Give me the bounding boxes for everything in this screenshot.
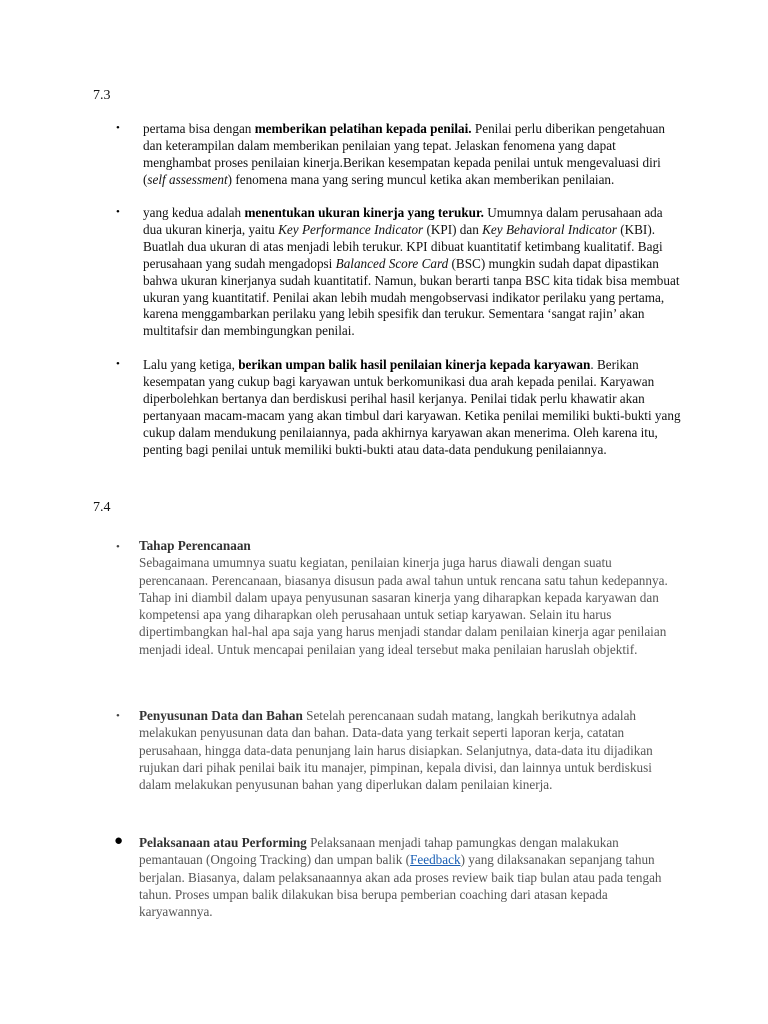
item-italic-text: Balanced Score Card [335, 255, 449, 271]
item-bold-text: menentukan ukuran kinerja yang terukur. [244, 205, 484, 220]
item-bold-text: Penyusunan Data dan Bahan [139, 708, 303, 723]
list-item-umpan-balik [143, 357, 683, 458]
item-text: . Berikan kesempatan yang cukup bagi karyawan untuk berkomunikasi dua arah kepada penilai. Karyawan diperbolehkan bertanya dan berdiskusi perihal hasil kerjanya. Penilai tidak perlu khawatir akan pertanyaan macam-macam yang akan timbul dari karyawan. Ketika penilai memiliki bukti-bukti yang cukup dalam mendukung penilaiannya, pada akhirnya karyawan akan menerima. Oleh karena itu, penting bagi penilai untuk memiliki bukti-bukti atau data-data pendukung penilaiannya. [143, 357, 681, 457]
item-bold-text: Pelaksanaan atau Performing [139, 835, 307, 850]
item-text: (KPI) dan [423, 221, 483, 237]
item-text: (BSC) mungkin sudah dapat dipastikan bahwa ukuran kinerjanya sudah kuantitatif. Namun, bukan berarti tanpa BSC kita tidak bisa membuat ukuran yang kuantitatif. Penilai akan lebih mudah mengobservasi indikator perilaku yang pertama, karena menggambarkan perilaku yang lebih spesifik dan terukur. Sementara ‘sangat rajin’ akan multitafsir dan membingungkan penilai. [143, 255, 680, 339]
item-bold-text: memberikan pelatihan kepada penilai. [254, 121, 472, 136]
item-text: Umumnya dalam perusahaan ada dua ukuran kinerja, yaitu [143, 205, 663, 237]
bullet-icon: • [116, 206, 120, 218]
item-text: yang kedua adalah [143, 205, 245, 220]
bullet-icon: • [116, 358, 120, 370]
list-item-pelaksanaan [139, 834, 669, 920]
item-text: ) fenomena mana yang sering muncul ketika akan memberikan penilaian. [227, 171, 615, 187]
list-item-tahap-perencanaan [139, 537, 669, 658]
item-text: Setelah perencanaan sudah matang, langkah berikutnya adalah melakukan penyusunan data dan bahan. Data-data yang terkait seperti laporan kerja, catatan perusahaan, hingga data-data penunjang lain harus disiapkan. Selanjutnya, data-data itu dijadikan rujukan dari pihak penilai baik itu manajer, pimpinan, kepala divisi, dan lainnya untuk berdiskusi dalam melakukan penyusunan bahan yang diperlukan dalam penilaian kinerja. [139, 708, 653, 793]
item-italic-text: Key Performance Indicator [278, 221, 424, 237]
feedback-link[interactable]: Feedback [410, 852, 461, 868]
item-text: Penilai perlu diberikan pengetahuan dan keterampilan dalam memberikan penilaian yang tepat. Jelaskan fenomena yang dapat menghambat proses penilaian kinerja.Berikan kesempatan kepada penilai untuk mengevaluasi diri ( [143, 121, 665, 187]
item-text: ) yang dilaksanakan sepanjang tahun berjalan. Biasanya, dalam pelaksanaannya akan ada proses review baik tiap bulan atau pada tengah tahun. Proses umpan balik dilakukan bisa berupa pemberian coaching dari atasan kepada karyawannya. [139, 852, 662, 920]
bullet-icon: ● [114, 833, 124, 849]
list-item-pelatihan-penilai [143, 121, 683, 189]
bullet-icon: • [116, 710, 120, 722]
bullet-icon: • [116, 122, 120, 134]
item-bold-text: Tahap Perencanaan [139, 538, 251, 553]
section-number-7-3: 7.3 [93, 88, 111, 103]
item-bold-text: berikan umpan balik hasil penilaian kinerja kepada karyawan [238, 357, 591, 372]
bullet-icon: • [116, 541, 120, 553]
list-item-ukuran-kinerja [143, 205, 683, 340]
section-number-7-4: 7.4 [93, 500, 111, 515]
item-italic-text: Key Behavioral Indicator [482, 221, 617, 237]
item-text: Sebagaimana umumnya suatu kegiatan, penilaian kinerja juga harus diawali dengan suatu perencanaan. Perencanaan, biasanya disusun pada awal tahun untuk rencana satu tahun kedepannya. Tahap ini diambil dalam upaya penyusunan sasaran kinerja yang diharapkan kepada karyawan dan kompetensi apa yang diharapkan oleh perusahaan untuk setiap karyawan. Selain itu harus dipertimbangkan hal-hal apa saja yang harus menjadi standar dalam penilaian kinerja agar penilaian menjadi ideal. Untuk mencapai penilaian yang ideal tersebut maka penilaian haruslah objektif. [139, 555, 668, 657]
item-italic-text: self assessment [147, 171, 228, 187]
list-item-penyusunan-data [139, 707, 669, 793]
item-text: (KBI). Buatlah dua ukuran di atas menjadi lebih terukur. KPI dibuat kuantitatif ketimbang kualitatif. Bagi perusahaan yang sudah mengadopsi [143, 221, 663, 271]
item-text: Pelaksanaan menjadi tahap pamungkas dengan malakukan pemantauan (Ongoing Tracking) dan umpan balik ( [139, 835, 619, 868]
item-text: pertama bisa dengan [143, 121, 255, 136]
item-text: Lalu yang ketiga, [143, 357, 239, 372]
